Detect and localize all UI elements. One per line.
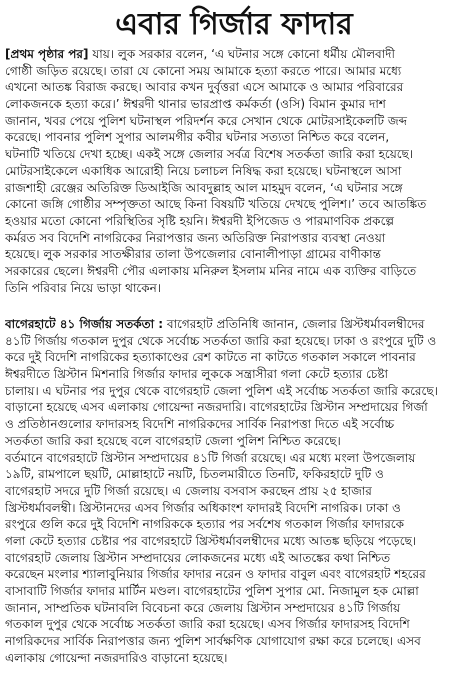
article-line: কর্মরত সব বিদেশি নাগরিকের নিরাপত্তার জন্য অতিরিক্ত নিরাপত্তার ব্যবস্থা নেওয়া [5,230,386,245]
article-line: সতর্কতা জারি করা হয়েছে বলে বাগেরহাট জেলা পুলিশ নিশ্চিত করেছে। [5,433,341,448]
article-line: নাগরিকদের সার্বিক নিরাপত্তার জন্য পুলিশ সার্বক্ষণিক যোগাযোগ রক্ষা করে চলেছে। এসব [5,634,421,649]
article-line: করে দুই বিদেশি নাগরিকের হত্যাকাণ্ডের রেশ কাটতে না কাটতে গতকাল সকালে পাবনার [5,350,416,365]
article-line: বাগেরহাট জেলায় খ্রিস্টান সম্প্রদায়ের লোকজনের মধ্যে এই আতঙ্কের কথা নিশ্চিত [5,550,391,565]
article-line: রাজশাহী রেঞ্জের অতিরিক্ত ডিআইজি আবদুল্লাহ আল মাহমুদ বলেন, ‘এ ঘটনার সঙ্গে [5,180,403,195]
article-text: যায়। লুক সরকার বলেন, ‘এ ঘটনার সঙ্গে কোনো ধর্মীয় মৌলবাদী [88,47,395,61]
article-line: মোটরসাইকেলে একাধিক আরোহী নিয়ে চলাচল নিষিদ্ধ করা হয়েছে। ঘটনাস্থলে আসা [5,163,402,178]
article-line: ৪১টি গির্জায় গতকাল দুপুর থেকে সর্বোচ্চ সতর্কতা জারি করা হয়েছে। ঢাকা ও রংপুরে দুটি ও [5,333,437,348]
article-line: এলাকায় গোয়েন্দা নজরদারিও বাড়ানো হয়েছে। [5,650,228,665]
article-line: হয়েছে। লুক সরকার সাতক্ষীরার তালা উপজেলার বোনালীপাড়া গ্রামের বাণীকান্ত [5,247,381,262]
article-line: বর্তমানে বাগেরহাটে খ্রিস্টান সম্প্রদায়ের ৪১টি গির্জা রয়েছে। এর মধ্যে মংলা উপজেলায় [5,450,416,465]
article-line: করেছেন মংলার শ্যালাবুনিয়ার গির্জার ফাদার নরেন ও ফাদার বাবুল এবং বাগেরহাট শহরের [5,567,426,582]
article-line [5,46,465,63]
article-text: বাগেরহাট প্রতিনিধি জানান, জেলার খ্রিস্টধর্মাবলম্বীদের [163,317,425,331]
article-line: গলা কেটে হত্যার চেষ্টার পর বাগেরহাটে খ্রিস্টধর্মাবলম্বীদের মধ্যে আতঙ্ক ছড়িয়ে পড়েছে। [5,533,417,548]
article-line: ঈশ্বরদীতে খ্রিস্টান মিশনারি গির্জার ফাদার লুককে সন্ত্রাসীরা গলা কেটে হত্যার চেষ্টা [5,367,389,382]
article-line: গোষ্ঠী জড়িত রয়েছে। তারা যে কোনো সময় আমাকে হত্যা করতে পারে। আমার মধ্যে [5,63,402,78]
subheading: বাগেরহাটে ৪১ গির্জায় সতর্কতা : [5,317,164,331]
article-section-2 [5,316,465,666]
continuation-label: [প্রথম পৃষ্ঠার পর] [5,47,89,61]
article-line: চালায়। এ ঘটনার পর দুপুর থেকে বাগেরহাট জেলা পুলিশ এই সর্বোচ্চ সতর্কতা জারি করেছে। [5,383,438,398]
article-section-1 [5,46,465,296]
article-line: এখনো আতঙ্ক বিরাজ করছে। আবার কখন দুর্বৃত্তরা এসে আমাকে ও আমার পরিবারের [5,80,404,95]
article-line: বাগেরহাট সদরে দুটি গির্জা রয়েছে। এ জেলায় বসবাস করছেন প্রায় ২৫ হাজার [5,483,372,498]
article-line: জানান, সাম্প্রতিক ঘটনাবলি বিবেচনা করে জেলায় খ্রিস্টান সম্প্রদায়ের ৪১টি গির্জায় [5,600,401,615]
article-line: সরকারের ছেলে। ঈশ্বরদী পৌর এলাকায় মনিরুল ইসলাম মনির নামে এক ব্যক্তির বাড়িতে [5,263,417,278]
article-line: রংপুরে গুলি করে দুই বিদেশি নাগরিককে হত্যার পর সর্বশেষ গতকাল গির্জার ফাদারকে [5,517,405,532]
article-line: জানান, খবর পেয়ে পুলিশ ঘটনাস্থল পরিদর্শন করে সেখান থেকে মোটরসাইকেলটি জব্দ [5,113,407,128]
article-line: লোকজনকে হত্যা করে।’ ঈশ্বরদী থানার ভারপ্রাপ্ত কর্মকর্তা (ওসি) বিমান কুমার দাশ [5,97,386,112]
article-line: ঘটনাটি খতিয়ে দেখা হচ্ছে। একই সঙ্গে জেলার সর্বত্র বিশেষ সতর্কতা জারি করা হয়েছে। [5,147,414,162]
article-line: করেছে। পাবনার পুলিশ সুপার আলমগীর কবীর ঘটনার সত্যতা নিশ্চিত করে বলেন, [5,130,390,145]
article-line: খ্রিস্টধর্মাবলম্বী। খ্রিস্টানদের এসব গির্জার অধিকাংশ ফাদারই বিদেশি নাগরিক। ঢাকা ও [5,500,401,515]
article-line: তিনি পরিবার নিয়ে ভাড়া থাকেন। [5,280,162,295]
article-line: হওয়ার মতো কোনো পরিস্থিতির সৃষ্টি হয়নি। ঈশ্বরদী ইপিজেড ও পারমাণবিক প্রকল্পে [5,213,394,228]
article-line: বাসাবাটি গির্জার ফাদার মার্টিন মণ্ডল। বাগেরহাটের পুলিশ সুপার মো. নিজামুল হক মোল্লা [5,584,419,598]
article-line [5,316,465,333]
article-line: ও প্রতিষ্ঠানগুলোর ফাদারসহ বিদেশি নাগরিকদের সার্বিক নিরাপত্তা দিতে এই সর্বোচ্চ [5,417,395,432]
article-line: ১৯টি, রামপালে ছয়টি, মোল্লাহাটে নয়টি, চিতলমারীতে তিনটি, ফকিরহাটে দুটি ও [5,467,384,482]
article-line: গতকাল দুপুর থেকে সর্বোচ্চ সতর্কতা জারি করা হয়েছে। এসব গির্জার ফাদারসহ বিদেশি [5,617,410,632]
article-line: বাড়ানো হয়েছে এসব এলাকায় গোয়েন্দা নজরদারি। বাগেরহাটের খ্রিস্টান সম্প্রদায়ের গির্জা [5,400,428,415]
headline: এবার গির্জার ফাদার [115,7,353,42]
article-line: কোনো জঙ্গি গোষ্ঠীর সম্পৃক্ততা আছে কিনা বিষয়টি খতিয়ে দেখছে পুলিশ।’ তবে আতঙ্কিত [5,197,427,212]
